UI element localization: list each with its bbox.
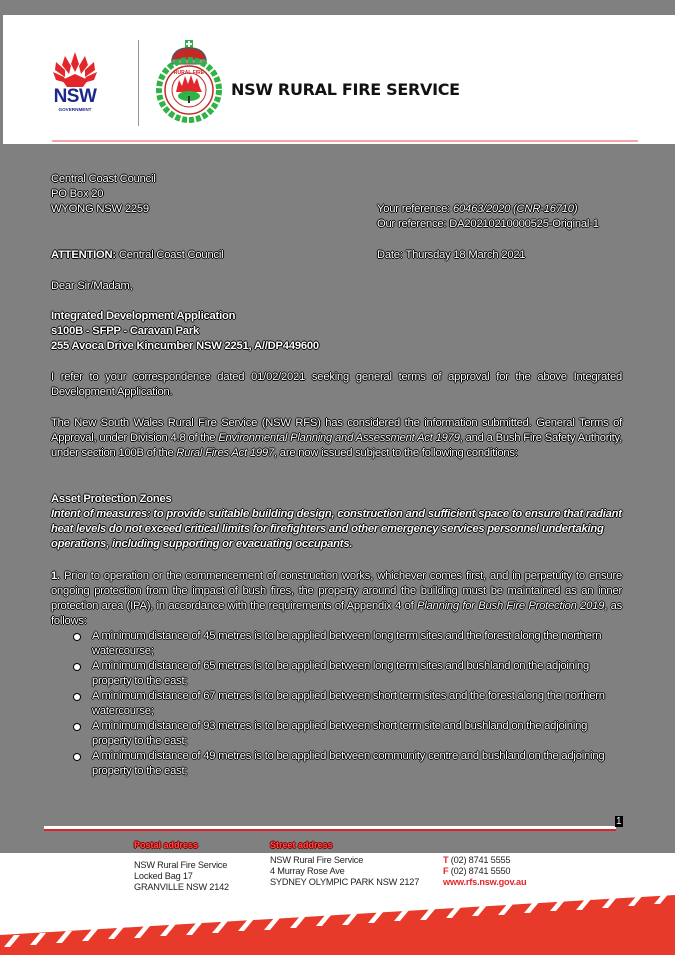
nsw-logo-text: NSW [53, 86, 97, 107]
address-line: NSW Rural Fire Service [134, 860, 228, 870]
street-address [270, 855, 419, 888]
recipient-line: WYONG NSW 2259 [51, 203, 149, 215]
terms-text: , and a Bush Fire Safety Authority, under section 100B of the [51, 432, 622, 459]
section-heading: Asset Protection Zones [51, 493, 172, 505]
bullet-icon [74, 694, 80, 700]
postal-address [134, 860, 229, 893]
condition-number: 1. [51, 570, 60, 582]
terms-text: , are now issued subject to the following conditions: [273, 447, 518, 459]
waratah-flower-icon [50, 50, 100, 88]
condition-text: Prior to operation or the commencement of construction works, whichever comes first, and in perpetuity to ensure ongoing protection from the impact of bush fires, the property around the building must be maintained as an inner protection area (IPA), in accordance with the requirements of Appendix 4 of [51, 570, 622, 612]
list-item: A minimum distance of 67 metres is to be applied between short term sites and the forest along the northern watercourse; [73, 689, 621, 719]
intro-paragraph: I refer to your correspondence dated 01/02/2021 seeking general terms of approval for the above Integrated Development Application. [51, 371, 622, 398]
your-reference [377, 202, 647, 217]
address-line: SYDNEY OLYMPIC PARK NSW 2127 [270, 877, 420, 887]
subject-block [51, 309, 451, 354]
contact-details [443, 855, 526, 888]
svg-text:RURAL FIRE: RURAL FIRE [173, 70, 205, 76]
recipient-line: PO Box 20 [51, 188, 104, 200]
recipient-address [51, 172, 351, 217]
list-item: A minimum distance of 45 metres is to be applied between long term sites and the forest along the northern watercourse; [73, 629, 621, 659]
bullet-icon [74, 664, 80, 670]
our-reference [377, 217, 647, 232]
your-reference-value: 60463/2020 (CNR-16710) [453, 203, 578, 215]
agency-title: NSW RURAL FIRE SERVICE [231, 80, 460, 99]
address-line: NSW Rural Fire Service [270, 855, 364, 865]
address-line: 4 Murray Rose Ave [270, 866, 345, 876]
our-reference-label: Our reference: [377, 218, 447, 230]
condition-text: , as follows: [51, 600, 622, 627]
bullet-icon [74, 754, 80, 760]
condition-1 [51, 569, 622, 629]
date-value: Thursday 18 March 2021 [405, 249, 526, 261]
recipient-line: Central Coast Council [51, 173, 156, 185]
list-item: A minimum distance of 65 metres is to be applied between long term sites and bushland on the adjoining property to the east; [73, 659, 621, 689]
fax [443, 866, 526, 877]
postal-address-label: Postal address [134, 840, 199, 850]
references-block [377, 202, 647, 232]
your-reference-label: Your reference: [377, 203, 451, 215]
address-line: Locked Bag 17 [134, 871, 193, 881]
chevron-stripe-decoration [0, 895, 675, 955]
terms-text: The New South Wales Rural Fire Service (NSW RFS) has considered the information submitted. General Terms of Approval, under Division 4.8 of the [51, 417, 622, 444]
date-label: Date: [377, 249, 403, 261]
letter-date [377, 248, 647, 263]
salutation: Dear Sir/Madam, [51, 280, 133, 292]
header-rule [52, 140, 638, 142]
terms-paragraph [51, 416, 622, 461]
bullet-icon [74, 634, 80, 640]
footer-rule-red [44, 829, 616, 831]
act-title: Rural Fires Act 1997 [176, 447, 274, 459]
subject-line: Integrated Development Application [51, 310, 236, 322]
phone-label: T [443, 855, 449, 865]
nsw-government-logo [50, 50, 100, 118]
attention-label: ATTENTION: [51, 249, 116, 261]
subject-line: 255 Avoca Drive Kincumber NSW 2251, A//DP449600 [51, 340, 319, 352]
fax-label: F [443, 866, 449, 876]
street-address-label: Street address [270, 840, 333, 850]
logo-divider [138, 40, 139, 126]
phone [443, 855, 526, 866]
website-link[interactable]: www.rfs.nsw.gov.au [443, 877, 527, 887]
attention-line [51, 248, 351, 263]
bullet-icon [74, 724, 80, 730]
government-logo-text: GOVERNMENT [58, 107, 92, 112]
page-number: 1 [616, 816, 622, 827]
attention-value: Central Coast Council [118, 249, 224, 261]
list-item: A minimum distance of 49 metres is to be applied between community centre and bushland on the adjoining property to the east; [73, 749, 621, 779]
section-intent: Intent of measures: to provide suitable building design, construction and sufficient space to ensure that radiant heat levels do not exceed critical limits for firefighters and other emergency services personnel undertaking operations, including supporting or evacuating occupants. [51, 508, 622, 550]
act-title: Environmental Planning and Assessment Act 1979 [218, 432, 460, 444]
address-line: GRANVILLE NSW 2142 [134, 882, 229, 892]
phone-number: (02) 8741 5555 [450, 855, 511, 865]
fax-number: (02) 8741 5550 [450, 866, 511, 876]
our-reference-value: DA20210210000525-Original-1 [449, 218, 599, 230]
list-item: A minimum distance of 93 metres is to be applied between short term site and bushland on the adjoining property to the east; [73, 719, 621, 749]
subject-line: s100B - SFPP - Caravan Park [51, 325, 199, 337]
condition-doc-title: Planning for Bush Fire Protection 2019 [416, 600, 605, 612]
apz-distance-list [73, 629, 621, 779]
rfs-crest-icon [154, 38, 224, 124]
